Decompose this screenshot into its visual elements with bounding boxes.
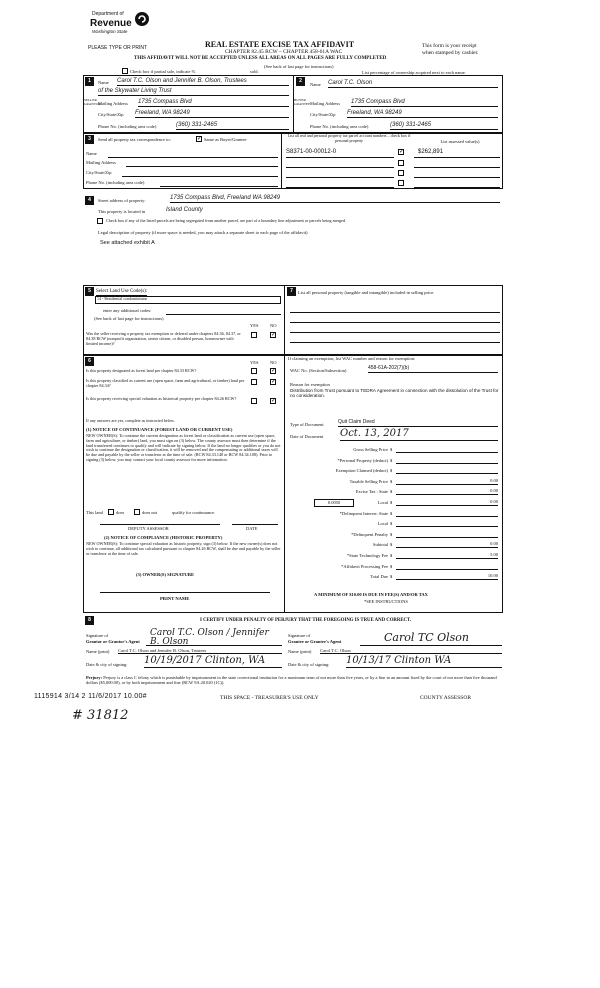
grantor-sig-label-1: Signature of — [86, 633, 109, 638]
excise-tax-local-dollar: $ — [390, 500, 393, 505]
total-due-dollar: $ — [390, 574, 393, 580]
grantor-sig-label-2: Grantor or Grantor's Agent — [86, 639, 140, 644]
land-use-divider — [284, 285, 285, 355]
subtotal-value[interactable]: 0.00 — [396, 541, 498, 548]
street-label: Street address of property: — [98, 198, 146, 203]
delinquent-interest-state-dollar: $ — [390, 510, 393, 516]
grantee-signature: Carol TC Olson — [384, 631, 470, 644]
doc-type-label: Type of Document — [290, 422, 324, 427]
same-as-buyer-label: Same as Buyer/Grantee — [204, 137, 247, 142]
parcel-1-checkbox[interactable]: ✓ — [399, 149, 405, 155]
forest-q1-yes[interactable] — [251, 368, 257, 374]
delinquent-penalty-label: *Delinquent Penalty — [351, 531, 388, 537]
treasurer-label: THIS SPACE - TREASURER'S USE ONLY — [220, 695, 319, 701]
grantor-print: Carol T.C. Olson and Jennifer B. Olson, Trustees — [118, 648, 282, 654]
personal-line-3 — [290, 332, 500, 333]
buyer-phone: (360) 331-2465 — [390, 122, 498, 130]
delinquent-interest-local-dollar: $ — [390, 521, 393, 527]
doc-type-value: Quit Claim Deed — [338, 420, 498, 427]
logo-dept: Department of — [92, 11, 124, 17]
land-does-label: does — [116, 510, 125, 515]
parcel-4-checkbox[interactable] — [398, 180, 404, 186]
tax-corr-label: Send all property tax correspondence to: — [98, 137, 171, 142]
land-does-checkbox[interactable] — [108, 509, 114, 515]
doc-date-value: Oct. 13, 2017 — [340, 428, 498, 441]
legal-desc-label: Legal description of property (if more space is needed, you may attach a separate sheet to each page of the affidavit) — [98, 230, 308, 235]
reason-label: Reason for exemption — [290, 382, 330, 387]
notice1-title: (1) NOTICE OF CONTINUANCE (FOREST LAND OR CURRENT USE) — [86, 427, 233, 432]
exemption-question: Was the seller receiving a property tax exemption or deferral under chapters 84.36, 84.37, or 84.38 RCW (nonprofit organization, senior citizen, or disabled person, homeowner with limited income)? — [86, 331, 241, 346]
receipt-line2: when stamped by cashier. — [422, 50, 479, 56]
parcel-line-1 — [286, 157, 394, 158]
parcel-line-2 — [286, 167, 394, 168]
gross-selling-price-label: Gross Selling Price — [353, 447, 388, 452]
buyer-phone-label: Phone No. (including area code) — [310, 124, 369, 129]
logo-revenue: Revenue — [90, 18, 132, 29]
affidavit-processing-fee-value[interactable] — [396, 563, 498, 570]
section-2-badge: 2 — [296, 77, 305, 86]
excise-tax-state-label: Excise Tax : State — [355, 489, 388, 495]
state-technology-fee-label: *State Technology Fee — [346, 553, 388, 558]
partial-sale-checkbox[interactable] — [122, 68, 128, 74]
dor-swirl-icon — [134, 11, 150, 27]
delinquent-penalty-dollar: $ — [390, 531, 393, 537]
seller-name-label: Name — [98, 80, 109, 85]
excise-tax-local-label: Local — [377, 500, 388, 505]
delinquent-interest-local-value[interactable] — [396, 520, 498, 527]
grantee-sig-line — [360, 645, 502, 646]
corr-phone-label: Phone No. (including area code) — [86, 180, 145, 185]
corr-mailing-label: Mailing Address — [86, 160, 116, 165]
doc-date-label: Date of Document — [290, 434, 324, 439]
street-value: 1735 Compass Blvd, Freeland WA 98249 — [170, 195, 500, 203]
wac-value: 458-61A-202(7)(b) — [368, 366, 498, 373]
forest-q2: Is this property classified as current use (open space, farm and agricultural, or timber) land per chapter 84.34? — [86, 378, 245, 388]
land-does-not-checkbox[interactable] — [134, 509, 140, 515]
partial-sold: sold. — [250, 69, 259, 74]
see-back-top: (See back of last page for instructions) — [264, 64, 334, 69]
parcel-number: S8371-00-00012-0 — [286, 149, 337, 155]
corr-phone-line — [160, 186, 278, 187]
located-label: This property is located in — [98, 209, 146, 214]
notice2-title: (2) NOTICE OF COMPLIANCE (HISTORIC PROPERTY) — [104, 535, 223, 540]
personal-property-deduct-dollar: $ — [390, 457, 393, 463]
additional-codes-line — [166, 314, 281, 315]
seller-side-label: SELLER GRANTOR — [84, 98, 101, 107]
deputy-date-line — [232, 524, 278, 525]
seller-phone-label: Phone No. (including area code) — [98, 124, 157, 129]
section-5-badge: 5 — [85, 287, 94, 296]
forest-yes-header: YES — [250, 360, 259, 365]
land-does-not-label: does not — [142, 510, 158, 515]
section-1-badge: 1 — [85, 77, 94, 86]
print-name-line — [100, 592, 270, 593]
list-pct-label: List percentage of ownership acquired next to each name. — [362, 70, 466, 75]
handwritten-number: # 31812 — [72, 708, 129, 723]
certify-statement: I CERTIFY UNDER PENALTY OF PERJURY THAT THE FOREGOING IS TRUE AND CORRECT. — [200, 618, 412, 623]
forest-divider — [284, 355, 285, 613]
forest-q2-yes[interactable] — [251, 379, 257, 385]
delinquent-interest-local-label: Local — [377, 521, 388, 527]
grantee-print-label: Name (print) — [288, 649, 312, 654]
grantor-date-label: Date & city of signing: — [86, 662, 128, 667]
assessed-line-1 — [414, 157, 500, 158]
print-name-label: PRINT NAME — [160, 596, 190, 601]
forest-if-yes: If any answers are yes, complete as instructed below. — [86, 418, 175, 423]
perjury-label: Perjury: — [86, 675, 103, 680]
section-7-badge: 7 — [287, 287, 296, 296]
deputy-date-label: DATE — [246, 526, 258, 531]
gross-selling-price-dollar: $ — [390, 447, 393, 452]
forest-q2-no[interactable]: ✓ — [271, 379, 277, 385]
excise-tax-state-value[interactable]: 0.00 — [396, 488, 498, 495]
forest-no-header: NO — [270, 360, 277, 365]
section-4-badge: 4 — [85, 196, 94, 205]
grantee-sig-label-2: Grantee or Grantee's Agent — [288, 639, 342, 644]
gross-selling-price-value[interactable] — [396, 446, 498, 453]
parcel-line-4 — [286, 187, 394, 188]
land-use-code: 14 - Residential condominiums — [97, 296, 148, 301]
seller-name-1: Carol T.C. Olson and Jennifer B. Olson, Trustees — [117, 78, 289, 86]
qualify-label: qualify for continuance. — [172, 510, 216, 515]
partial-sale-label: Check box if partial sale, indicate % — [130, 69, 196, 74]
grantor-signature: Carol T.C. Olson / Jennifer B. Olson — [150, 628, 269, 647]
delinquent-interest-state-value[interactable] — [396, 510, 498, 517]
assessed-line-3 — [414, 177, 500, 178]
subtotal-label: Subtotal — [372, 542, 388, 548]
seller-city-label: City/State/Zip — [98, 112, 124, 117]
corr-mailing-line — [126, 166, 278, 167]
land-use-no-header: NO — [270, 323, 277, 328]
forest-q3-yes[interactable] — [251, 398, 257, 404]
corr-city-line — [122, 176, 278, 177]
owner-sig-label: (3) OWNER(S) SIGNATURE — [136, 572, 195, 577]
seller-mailing: 1735 Compass Blvd — [138, 99, 289, 107]
excise-tax-state-dollar: $ — [390, 489, 393, 495]
tax-corr-divider — [281, 133, 282, 189]
seller-name-2: of the Skywater Living Trust — [98, 88, 289, 96]
additional-codes-label: enter any additional codes: — [103, 308, 152, 313]
notice1-text: NEW OWNER(S): To continue the current designation as forest land or classification as current use (open space, farm and agriculture, or timber) land, you must sign on (3) below. The county assessor must then determine if the land transferred continues to qualify and will indicate by signing below. If the land no longer qualifies or you do not wish to continue the designation or classification, it will be removed and the compensating or additional taxes will be due and payable by the seller or transferor at the time of sale. (RCW 84.33.140 or RCW 84.34.108). Prior to signing (3) below, you may contact your local county assessor for more information. — [86, 433, 281, 463]
state-technology-fee-value[interactable]: 5.00 — [396, 552, 498, 559]
forest-q1: Is this property designated as forest land per chapter 84.33 RCW? — [86, 368, 197, 373]
affidavit-processing-fee-dollar: $ — [390, 563, 393, 569]
segregated-checkbox[interactable] — [97, 218, 103, 224]
local-rate-box[interactable]: 0.0050 — [314, 499, 354, 507]
parcel-header: List all real and personal property tax parcel account numbers – check box if personal property — [287, 133, 411, 143]
exemption-claimed-label: Exemption Claimed (deduct) — [335, 468, 388, 474]
please-type: PLEASE TYPE OR PRINT — [88, 45, 148, 51]
grantee-date-label: Date & city of signing: — [288, 662, 330, 667]
corr-city-label: City/State/Zip — [86, 170, 112, 175]
parcel-2-checkbox[interactable] — [398, 160, 404, 166]
assessed-header: List assessed value(s) — [440, 139, 480, 144]
buyer-mailing-label: Mailing Address — [310, 101, 340, 106]
total-due-label: Total Due — [370, 574, 388, 580]
buyer-name: Carol T.C. Olson — [328, 80, 498, 88]
forest-q3: Is this property receiving special valuation as historical property per chapter 84.26 RCW? — [86, 396, 237, 401]
grantee-date: 10/13/17 Clinton WA — [346, 655, 502, 668]
land-use-yes-header: YES — [250, 323, 259, 328]
affidavit-processing-fee-label: *Affidavit Processing Fee — [341, 563, 388, 569]
exemption-claimed-value[interactable] — [396, 467, 498, 474]
buyer-city: Freeland, WA 98249 — [347, 110, 498, 118]
seller-mailing-label: Mailing Address — [98, 101, 128, 106]
taxable-selling-price-value[interactable]: 0.00 — [396, 478, 498, 485]
county-assessor-label: COUNTY ASSESSOR — [420, 695, 471, 701]
personal-property-text: List all personal property (tangible and intangible) included in selling price. — [298, 290, 435, 295]
form-title: REAL ESTATE EXCISE TAX AFFIDAVIT — [205, 40, 355, 49]
form-chapter: CHAPTER 82.45 RCW – CHAPTER 458-61A WAC — [225, 49, 343, 55]
grantee-print: Carol T.C. Olson — [320, 648, 502, 654]
same-as-buyer-checkbox[interactable]: ✓ — [197, 136, 203, 142]
buyer-side-label: BUYER GRANTEE — [294, 98, 311, 107]
personal-line-1 — [290, 312, 500, 313]
exemption-no-checkbox[interactable]: ✓ — [271, 332, 277, 338]
see-instructions: *SEE INSTRUCTIONS — [364, 599, 408, 604]
personal-property-deduct-value[interactable] — [396, 457, 498, 464]
segregated-label: Check box if any of the listed parcels are being segregated from another parcel, are part of a boundary line adjustment or parcels being merged. — [106, 218, 347, 223]
perjury-body: Perjury is a class C felony which is punishable by imprisonment in the state correctional institution for a maximum term of not more than five years, or by a fine in an amount fixed by the court of not more than five thousand dollars ($5,000.00), or by both imprisonment and fine (RCW 9A.20.020 (1C)). — [86, 675, 497, 686]
reason-value: Distribution from Trust pursuant to TEDRA Agreement in connection with the dissolution of the Trust for no consideration. — [290, 388, 499, 399]
recording-stamp: 1115914 3/14 2 11/6/2017 10.00# — [34, 693, 147, 700]
section-3-badge: 3 — [85, 135, 94, 144]
section-6-badge: 6 — [85, 357, 94, 366]
personal-line-4 — [290, 342, 500, 343]
taxable-selling-price-dollar: $ — [390, 478, 393, 484]
county-value: Island County — [166, 207, 203, 213]
excise-tax-local-value[interactable]: 0.00 — [396, 499, 498, 506]
buyer-name-label: Name — [310, 82, 321, 87]
land-use-see-back: (See back of last page for instructions) — [94, 316, 164, 321]
buyer-city-label: City/State/Zip — [310, 112, 336, 117]
subtotal-dollar: $ — [390, 542, 393, 548]
wac-label: WAC No. (Section/Subsection) — [290, 368, 347, 373]
grantor-sig-line — [146, 645, 282, 646]
dor-logo — [88, 9, 156, 37]
attached-exhibit: See attached exhibit A — [100, 240, 155, 246]
seller-city: Freeland, WA 98249 — [135, 110, 289, 118]
buyer-mailing: 1735 Compass Blvd — [351, 99, 498, 107]
perjury-text — [86, 675, 502, 685]
assessed-value: $262,891 — [418, 149, 444, 155]
this-land-label: This land — [86, 510, 103, 515]
exemption-yes-checkbox[interactable] — [251, 332, 257, 338]
delinquent-interest-state-label: *Delinquent Interest: State — [339, 510, 388, 516]
grantor-print-label: Name (print) — [86, 649, 110, 654]
forest-q3-no[interactable]: ✓ — [271, 398, 277, 404]
minimum-notice: A MINIMUM OF $10.00 IS DUE IN FEE(S) AND/OR TAX — [314, 592, 428, 597]
assessed-line-2 — [414, 167, 500, 168]
receipt-line1: This form is your receipt — [422, 43, 477, 49]
deputy-line — [100, 524, 220, 525]
personal-property-deduct-label: *Personal Property (deduct) — [337, 457, 388, 463]
corr-name-label: Name — [86, 151, 97, 156]
exemption-intro: If claiming an exemption, list WAC number and reason for exemption: — [288, 356, 416, 361]
seller-phone: (360) 331-2465 — [176, 122, 289, 130]
assessed-line-4 — [414, 187, 500, 188]
taxable-selling-price-label: Taxable Selling Price — [349, 478, 388, 484]
exemption-claimed-dollar: $ — [390, 468, 393, 474]
corr-name-line — [108, 157, 278, 158]
parcel-3-checkbox[interactable] — [398, 170, 404, 176]
delinquent-penalty-value[interactable] — [396, 531, 498, 538]
logo-state: Washington State — [92, 29, 128, 34]
deputy-label: DEPUTY ASSESSOR — [128, 526, 169, 531]
parcel-line-3 — [286, 177, 394, 178]
notice2-text: NEW OWNER(S): To continue special valuation as historic property, sign (3) below. If the new owner(s) does not wish to continue, all additional tax calculated pursuant to chapter 84.26 RCW, shall be due and payable by the seller or transferor at the time of sale. — [86, 541, 281, 556]
state-technology-fee-dollar: $ — [390, 553, 393, 558]
personal-line-2 — [290, 322, 500, 323]
section-8-badge: 8 — [85, 616, 94, 625]
grantor-date: 10/19/2017 Clinton, WA — [144, 655, 282, 668]
grantee-sig-label-1: Signature of — [288, 633, 311, 638]
form-warning: THIS AFFIDAVIT WILL NOT BE ACCEPTED UNLESS ALL AREAS ON ALL PAGES ARE FULLY COMPLETED — [134, 56, 387, 61]
land-use-label: Select Land Use Code(s): — [96, 289, 148, 294]
total-due-value[interactable]: 10.00 — [396, 573, 498, 580]
forest-q1-no[interactable]: ✓ — [271, 368, 277, 374]
